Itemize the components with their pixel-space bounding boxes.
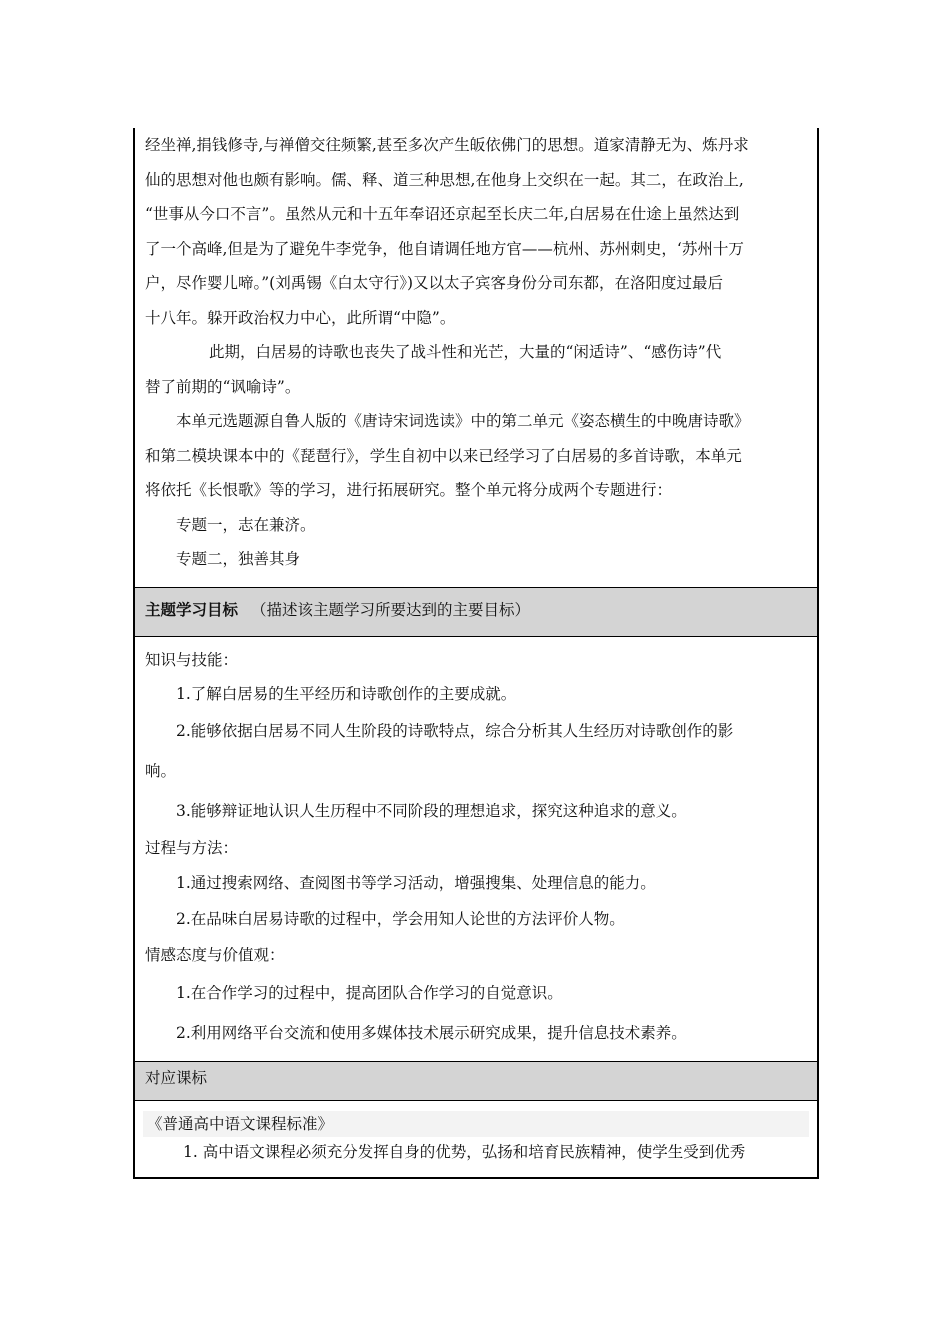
emotion-label: 情感态度与价值观：: [145, 945, 285, 964]
goal-item: 3.能够辩证地认识人生历程中不同阶段的理想追求，探究这种追求的意义。: [176, 801, 687, 820]
intro-line: 和第二模块课本中的《琵琶行》，学生自初中以来已经学习了白居易的多首诗歌，本单元: [145, 446, 742, 465]
learning-goals: [135, 637, 817, 1061]
intro-line: 户，尽作婴儿啼。”(刘禹锡《白太守行》)又以太子宾客身份分司东都，在洛阳度过最后: [145, 274, 724, 292]
knowledge-label: 知识与技能：: [145, 650, 239, 669]
intro-line: 本单元选题源自鲁人版的《唐诗宋词选读》中的第二单元《姿态横生的中晚唐诗歌》: [176, 412, 750, 430]
intro-line: 替了前期的“讽喻诗”。: [145, 377, 301, 396]
standards-section-header: [135, 1061, 817, 1101]
standards-header-title: 对应课标: [145, 1068, 208, 1087]
lesson-plan-table: [133, 128, 819, 1179]
goal-item: 1.通过搜索网络、查阅图书等学习活动，增强搜集、处理信息的能力。: [176, 873, 656, 892]
topic-two: 专题二，独善其身: [176, 550, 301, 568]
goal-item: 2.利用网络平台交流和使用多媒体技术展示研究成果，提升信息技术素养。: [176, 1023, 687, 1042]
intro-line: 仙的思想对他也颇有影响。儒、释、道三种思想,在他身上交织在一起。其二，在政治上,: [145, 170, 744, 189]
curriculum-standards: [135, 1101, 817, 1177]
process-label: 过程与方法：: [145, 838, 239, 857]
intro-line: 十八年。躲开政治权力中心，此所谓“中隐”。: [145, 308, 456, 327]
goal-item: 1.在合作学习的过程中，提高团队合作学习的自觉意识。: [176, 983, 563, 1002]
standard-item: 1. 高中语文课程必须充分发挥自身的优势，弘扬和培育民族精神，使学生受到优秀: [183, 1142, 746, 1161]
intro-line: 将依托《长恨歌》等的学习，进行拓展研究。整个单元将分成两个专题进行：: [145, 481, 673, 499]
unit-introduction: [135, 128, 817, 587]
goal-item: 2.在品味白居易诗歌的过程中，学会用知人论世的方法评价人物。: [176, 909, 625, 928]
goal-item: 1.了解白居易的生平经历和诗歌创作的主要成就。: [176, 684, 517, 703]
topic-one: 专题一，志在兼济。: [176, 515, 316, 534]
goals-section-header: [135, 587, 817, 637]
intro-line: 此期，白居易的诗歌也丧失了战斗性和光芒，大量的“闲适诗”、“感伤诗”代: [209, 343, 722, 361]
intro-line: 了一个高峰,但是为了避免牛李党争，他自请调任地方官——杭州、苏州刺史，‘苏州十万: [145, 239, 744, 258]
intro-line: 经坐禅,捐钱修寺,与禅僧交往频繁,甚至多次产生皈依佛门的思想。道家清静无为、炼丹求: [145, 136, 749, 154]
goal-item: 2.能够依据白居易不同人生阶段的诗歌特点，综合分析其人生经历对诗歌创作的影: [176, 721, 734, 740]
intro-line: “世事从今口不言”。虽然从元和十五年奉诏还京起至长庆二年,白居易在仕途上虽然达到: [145, 205, 740, 223]
goals-header-title: 主题学习目标: [145, 599, 239, 619]
goal-item: 响。: [145, 761, 177, 780]
standards-doc-title: 《普通高中语文课程标准》: [143, 1111, 809, 1137]
goals-header-note: （描述该主题学习所要达到的主要目标）: [250, 600, 530, 619]
